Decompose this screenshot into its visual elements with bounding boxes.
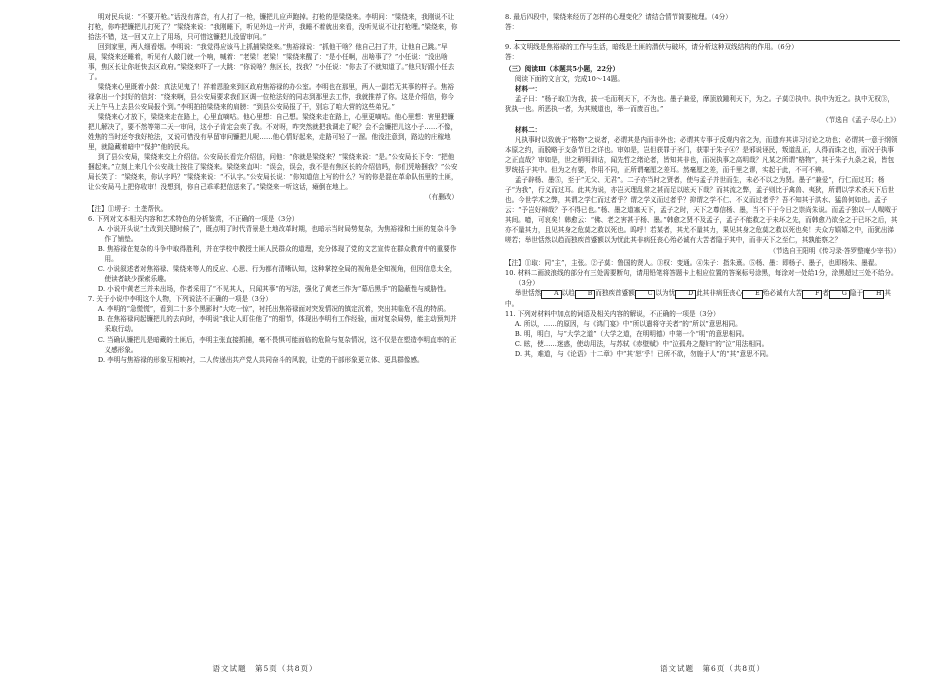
q6-option-b: B. 焦裕禄在复杂的斗争中取得胜利，并在学校中教授土匪人民群众的道理，充分体现了党的文艺宣传在群众教育中的重要作用。: [97, 245, 457, 264]
q10-segment: 者: [822, 289, 830, 298]
q9-answer-label: 答：: [505, 53, 519, 62]
q6-option-a: A. 小说开头说“土改到关键时候了”，既点明了时代背景是土地改革时期，也暗示当时局势复杂，为焦裕禄和土匪的复杂斗争作了铺垫。: [97, 225, 457, 244]
q7-option-b: B. 在焦裕禄问起镰把儿的去向时，李明说“我让人盯住他了”的细节，体现出李明有工作经验，面对复杂局势，能主动预判并采取行动。: [97, 315, 457, 334]
q8-answer-label: 答：: [505, 23, 519, 32]
left-page-footer: 语文试题 第5页（共8页）: [212, 664, 318, 673]
q11-option-d: D. 其，难道，与《论语》十二章》中“其‘恕’乎！已所不欲，勿施于人”的“其”意思不同。: [514, 350, 773, 359]
question-7: 7. 关于小说中李明这个人物，下列说法不正确的一项是（3分）: [88, 295, 273, 304]
q10-segment: 举世恬然: [514, 289, 542, 298]
material-note: 【注】①取：同“主”，主张。②子莫：鲁国的贤人。③权：变通。④朱子：指朱熹。⑤杨、墨：即杨子、墨子，也即杨朱、墨翟。: [505, 259, 881, 268]
story-note: 【注】①塄子：土垄帮伙。: [88, 205, 168, 214]
q10-break-box[interactable]: F: [802, 290, 822, 299]
q6-option-c: C. 小说叙述者对焦裕禄、梁绕来等人的反应、心思、行为都有清晰认知，这种掌控全局的视角是全知视角，但因信息太全，使读者缺少探索乐趣。: [97, 265, 457, 284]
left-column: [0, 12, 470, 648]
material-1-source: （节选自《孟子·尽心上》）: [822, 116, 900, 125]
section-title: （三）阅读Ⅲ（本题共5小题，22分）: [505, 65, 620, 74]
q10-break-box[interactable]: E: [742, 290, 762, 299]
material-1-text: 孟子曰：“杨子取①为我，拔一毛而利天下，不为也。墨子兼爱，摩顶放踵利天下，为之。子莫②执中。执中为近之。执中无权③，犹执一也。所恶执一者，为其贼道也，举一而废百也。”: [505, 95, 895, 114]
q10-segment: 而独疾首蹙额: [595, 289, 635, 298]
question-10: 10. 材料二画波浪线的部分有三处需要断句，请用铅笔将答题卡上相应位置的答案标号涂黑，每涂对一处给1分，涂黑超过三处不给分。（3分）: [505, 269, 898, 288]
q10-segment: 以为忧: [655, 289, 676, 298]
q10-break-box[interactable]: C: [635, 290, 656, 299]
q7-option-c: C. 当确认镰把儿是暗藏的土匪后，李明主张直接抓捕，毫不畏惧可能面临的危险与复杂情况，这不仅是在塑造李明直率的正义感形象。: [97, 335, 457, 354]
material-2-text: 凡执事时以致就于“格物”之说者，必谓其是内而非外也；必谓其专事于反观内省之为，而遗弃其讲习讨论之功也；必谓其一意于纲领本原之约，而脱略于支条节目之详也。审如是，岂但获罪于圣门，获罪于朱子④？是邪说诬民，叛道乱正，人得而诛之也，而况于执事之正直哉？审如是，世之稍明训诂，闻先哲之绪论者，皆知其非也，而况执事之高明哉？凡某之所谓“格物”，其于朱子九条之说，皆包罗统括于其中。但为之有要，作用不同，正所谓毫厘之差耳。然毫厘之差，而千里之谬，实起于此，不可不辨。: [505, 136, 898, 175]
q10-break-box[interactable]: A: [541, 290, 561, 299]
left-page: [0, 0, 470, 688]
q7-option-d: D. 李明与焦裕禄的形象互相映衬，二人传递出共产党人共同奋斗的风貌，让党的干部形象更立体、更具群像感。: [97, 355, 424, 364]
q10-sentence: [505, 288, 900, 309]
q11-option-b: B. 明，明白，与“大学之道”（大学之道，在明明德）中第一个“明”的意思相同。: [514, 330, 749, 339]
q11-option-a: A. 所以，……的原因，与《鸿门宴》中“所以遣将守关者”的“所以”意思相同。: [514, 320, 742, 329]
q8-answer-line[interactable]: [515, 32, 900, 41]
story-paragraph: 回到家里，两人细看烟。李明说：“我觉得应该马上抓捕梁绕来。”焦裕禄说：“抓他干啥？他自己扫了井，让他自己跳。”早晨，梁绕来还睡着，听见有人敲门就一个响，喊着：“老梁！老梁！”梁绕来醒了：“是小任啊，出啥事了？”小任说：“没出啥事，焦区长让你赶快去区政府。”梁绕来吓了一大跳：“你说啥？焦区长，找我？”小任说：“你去了不就知道了。”他只好跟小任去了。: [88, 43, 455, 82]
question-6: 6. 下列对文本相关内容和艺术特色的分析鉴赏，不正确的一项是（3分）: [88, 215, 299, 224]
q10-segment: 此其非病狂丧心: [696, 289, 743, 298]
q7-option-a: A. 李明的“急慌慌”，看到二十多个黑影时“大吃一惊”，衬托出焦裕禄面对突发情况的镇定沉着，突出其临危不乱的特质。: [97, 305, 451, 314]
question-11: 11. 下列对材料中加点的词语及相关内容的解说，不正确的一项是（3分）: [505, 310, 720, 319]
story-paragraph: 到了县公安局，梁绕来交上介绍信。公安局长看完介绍信，问他：“你就是梁绕来？”梁绕来说：“是。”公安局长下令：“把他捆起来。”立刻上来几个公安战士按住了梁绕来。梁绕来直叫：“误会，误会，我不是有焦区长的介绍信吗，你们凭啥捆我？”公安局长笑了：“梁绕来，你认字吗？”梁绕来说：“不认字。”公安局长说：“你知道信上写的什么？写的你是混在革命队伍里的土匪，让公安局马上把你收审！没想到，你自己乖乖把信送来了。”梁绕来一听这话，瘫倒在地上。: [88, 153, 458, 192]
right-page-footer: 语文试题 第6页（共8页）: [659, 664, 766, 673]
material-1-label: 材料一：: [514, 85, 542, 94]
story-paragraph: 梁绕来心里既着小鼓：真法见鬼了！祥着恩脸来到区政府焦裕禄的办公室。李明也在那里，两人一副若无其事的样子。焦裕禄拿出一个封好的信封：“绕来啊，县公安局要求我们区调一位枪法好的同志到那里去工作，我就推荐了你。这是介绍信，你今天上午马上去县公安局报个到。”李明拍拍梁绕来的肩膀：“到县公安局报了干，别忘了咱大营的这些弟兄。”: [88, 83, 455, 112]
question-8: 8. 最后四段中，梁绕来经历了怎样的心理变化？请结合情节简要梳理。（4分）: [505, 13, 732, 21]
question-9: 9. 本文明线是焦裕禄的工作与生活，暗线是土匪的潜伏与破坏，请分析这种双线结构的作用。（6分）: [505, 43, 798, 52]
q10-break-box[interactable]: G: [829, 290, 850, 299]
right-column: [475, 12, 950, 648]
right-page: [475, 0, 950, 688]
q10-segment: 殆必诚有大苦: [762, 289, 803, 298]
material-2-label: 材料二：: [514, 126, 542, 135]
q10-break-box[interactable]: B: [575, 290, 595, 299]
story-credit: （有删改）: [425, 193, 458, 202]
section-intro: 阅读下面的文言文，完成10～14题。: [514, 75, 624, 84]
material-2-text: 孟子辟杨、墨⑤，至于“无父、无君”。二子亦当时之贤者，使与孟子并世而生，未必不以之为贤。墨子“兼爱”，行仁而过耳；杨子“为我”，行义而过耳。此其为说，亦岂灭理乱常之甚而足以眩天下哉？而其流之弊，孟子则比于禽兽、夷狄，所谓以学术杀天下后世也。今世学术之弊，其谓之学仁而过者乎？谓之学义而过者乎？抑谓之学不仁、不义而过者乎？吾不知其于洪水、猛兽何如也。孟子云：“予岂好辩哉？予不得已也。”杨、墨之道塞天下，孟子之时，天下之尊信杨、墨，当不下于今日之崇尚朱说。而孟子独以一人呶呶于其间。噫，可哀矣！韩愈云：“佛、老之害甚于杨、墨。”韩愈之贤不及孟子，孟子不能救之于未坏之先，而韩愈乃欲全之于已坏之后，其亦不量其力，且见其身之危莫之救以死也。呜呼！若某者，其尤不量其力，果见其身之危莫之救以死也矣！夫众方嬉嬉之中，而犹出涕嗟若；举世恬然以趋而独疾首蹙额以为忧此其非病狂丧心殆必诚有大苦者隐于其中，而非天下之至仁，其孰能察之？: [505, 176, 898, 245]
story-paragraph: 梁绕来心才放下，梁绕来走在路上，心里直嘀咕。他心里想：自己想。梁绕来走在路上，心里更嘀咕。他心里想：害里把镰把儿解决了，要不然等第二天一审问，这小子肯定会卖了我。不对呀，咋突然就把我调走了呢？会不会镰把儿这小子……不像，姓焦的当时还夸我好枪法，又说可惜没有早留审问镰把儿呢……他心情好起来，走路可轻了一溜。他没注意到，路边的庄稼地里，就隐藏着暗中“保护”他的民兵。: [88, 113, 458, 152]
material-2-source: （节选自王阳明《传习录·答罗整庵少宰书》）: [769, 247, 900, 256]
q6-option-d: D. 小说中黄老三并未出场，作者采用了“不见其人，只闻其事”的写法，强化了黄老三作为“幕后黑手”的隐蔽性与威胁性。: [97, 285, 451, 294]
q10-segment: 隐于: [849, 289, 864, 298]
story-paragraph: 明对民兵说：“不要开枪。”话没有落音，有人打了一枪，镰把儿应声跑掉。打枪的是梁绕来。李明问：“梁绕来，我刚说不让打枪，你咋把镰把儿打死了？”梁绕来说：“我刚睡下，听见外边一片声，我睡不着就出来看，没听见说不让打枪哩。”梁绕来，你拾法不错，这一回又立上了用场，只可惜这镰把儿没留审问。”: [88, 13, 458, 42]
q11-option-c: C. 眩，使……迷惑，使动用法，与苏轼《赤壁赋》中“泣孤舟之嫠妇”的“泣”用法相同。: [514, 340, 769, 349]
q10-break-box[interactable]: H: [863, 290, 884, 299]
q10-break-box[interactable]: D: [675, 290, 696, 299]
q10-segment: 以趋: [561, 289, 575, 298]
q10-segment: 其中。: [505, 289, 891, 309]
